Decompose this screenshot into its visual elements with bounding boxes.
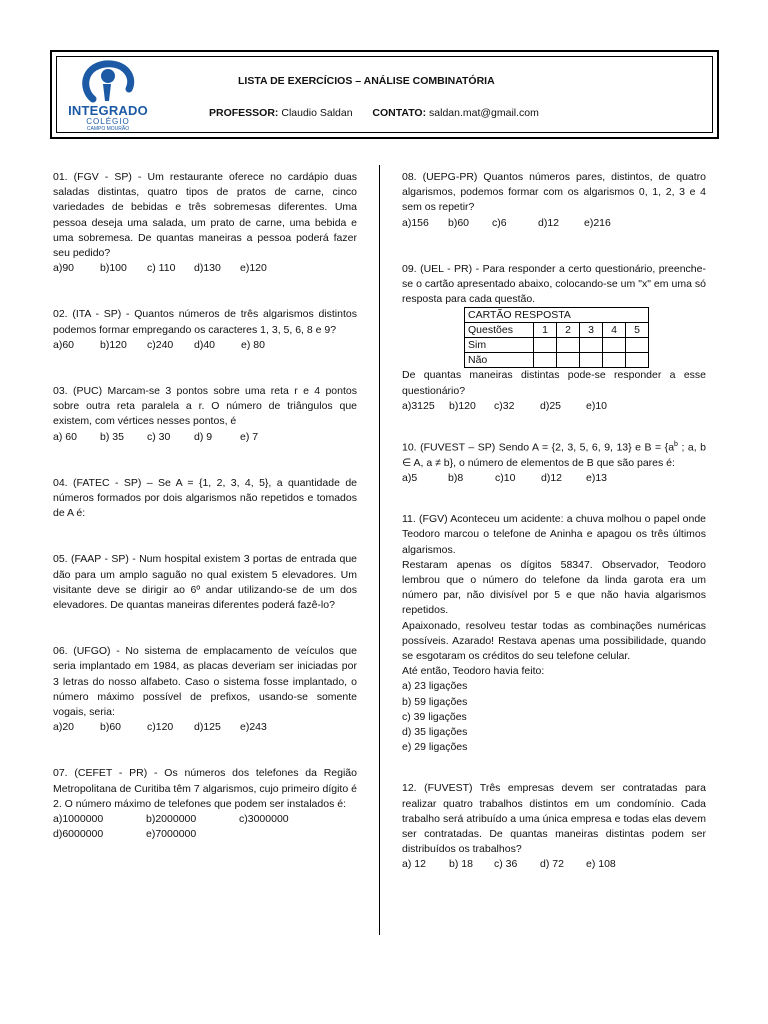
option: b)8 (448, 471, 464, 484)
logo-wordmark: INTEGRADO (68, 103, 148, 118)
option: e)7000000 (146, 828, 197, 841)
page-title: LISTA DE EXERCÍCIOS – ANÁLISE COMBINATÓRIA (238, 75, 495, 87)
professor-name: Claudio Saldan (281, 107, 353, 119)
question-text: 07. (CEFET - PR) - Os números dos telefones da Região Metropolitana de Curitiba têm 7 algarismos, cujo primeiro dígito é 2. O número máximo de telefones que podem ser instalados é: (53, 767, 357, 810)
option: a)156 (402, 216, 429, 229)
option: a)90 (53, 262, 75, 275)
option: b)120 (449, 399, 476, 412)
professor-line (209, 107, 539, 119)
answer-options (402, 399, 706, 414)
option: e)10 (586, 399, 608, 412)
card-cell (603, 338, 626, 353)
answer-options (402, 857, 706, 872)
question-11 (402, 512, 706, 755)
question-05 (53, 552, 357, 613)
option: c) 30 (147, 430, 171, 443)
question-followup: De quantas maneiras distintas pode-se responder a esse questionário? (402, 369, 706, 397)
option: e) 7 (240, 430, 259, 443)
option: b) 18 (449, 858, 473, 871)
option: b)100 (100, 262, 127, 275)
column-divider (379, 165, 380, 935)
question-text: Até então, Teodoro havia feito: (402, 665, 545, 678)
option: d)40 (194, 338, 216, 351)
question-text: 05. (FAAP - SP) - Num hospital existem 3 portas de entrada que dão para um amplo saguão no qual existem 5 elevadores. Um visitante deve se dirigir ao 6º andar utilizando-se de um dos elevadores. De quantas maneiras diferentes poderá fazê-lo? (53, 553, 357, 612)
option: d)12 (541, 471, 563, 484)
option: e)243 (240, 721, 267, 734)
card-cell (603, 353, 626, 368)
option: a)5 (402, 471, 418, 484)
question-text: 03. (PUC) Marcam-se 3 pontos sobre uma reta r e 4 pontos sobre outra reta paralela a r. O número de triângulos que existem, com vértices nesses pontos, é (53, 385, 357, 428)
answer-options (402, 471, 706, 486)
option: a) 12 (402, 858, 426, 871)
option: d) 9 (194, 430, 213, 443)
question-07 (53, 766, 357, 842)
contact-label: CONTATO: (372, 107, 427, 119)
option: c)10 (495, 471, 516, 484)
question-text: 01. (FGV - SP) - Um restaurante oferece no cardápio duas saladas distintas, quatro tipos de pratos de carne, cinco variedades de bebidas e três sobremesas diferentes. Uma pessoa deseja uma salada, um prato de carne, uma bebida e uma sobremesa. De quantas maneiras a pessoa poderá fazer seu pedido? (53, 171, 357, 260)
question-text: 09. (UEL - PR) - Para responder a certo questionário, preenche-se o cartão apresentado abaixo, colocando-se um "x" em uma só resposta para cada questão. (402, 262, 706, 306)
option: c)120 (147, 721, 174, 734)
option: a)20 (53, 721, 75, 734)
question-text-part: 10. (FUVEST – SP) Sendo A = {2, 3, 5, 6, 9, 13} e B = {a (402, 441, 675, 454)
card-row-label: Não (465, 353, 534, 368)
question-04 (53, 476, 357, 522)
option: c) 36 (494, 858, 518, 871)
option: b) 35 (100, 430, 124, 443)
answer-card-table (464, 307, 649, 368)
card-cell (534, 353, 557, 368)
option: c)32 (494, 399, 515, 412)
option: c) 110 (147, 262, 176, 275)
logo-emblem-icon (63, 59, 153, 105)
logo-subtitle: COLÉGIO (86, 117, 130, 126)
answer-options (53, 812, 357, 827)
right-column (402, 170, 706, 873)
option: d)25 (540, 399, 562, 412)
card-title: CARTÃO RESPOSTA (465, 308, 649, 323)
card-cell (534, 338, 557, 353)
option: b)60 (100, 721, 122, 734)
card-number: 5 (626, 323, 649, 338)
option: b)2000000 (146, 813, 197, 826)
header-inner-border (56, 56, 713, 133)
question-text-part: ; a, b ∈ A, a ≠ b}, o número de elementos de B que são pares é: (402, 441, 707, 469)
answer-options (402, 216, 706, 231)
option: d) 35 ligações (402, 725, 468, 738)
question-12 (402, 781, 706, 872)
option: d)6000000 (53, 828, 104, 841)
card-cell (580, 353, 603, 368)
card-number: 1 (534, 323, 557, 338)
question-08 (402, 170, 706, 231)
question-text (402, 437, 706, 471)
question-text: Apaixonado, resolveu testar todas as combinações numéricas possíveis. Azarado! Restava apenas uma possibilidade, quando se esgotaram os créditos do seu telefone celular. (402, 619, 706, 662)
question-02 (53, 307, 357, 353)
card-cell (626, 338, 649, 353)
option: a) 23 ligações (402, 680, 468, 693)
option: e) 80 (241, 338, 265, 351)
question-01 (53, 170, 357, 276)
card-header: Questões (465, 323, 534, 338)
option: a)3125 (402, 399, 435, 412)
question-text: 11. (FGV) Aconteceu um acidente: a chuva molhou o papel onde Teodoro marcou o telefone de Aninha e apagou os três últimos algarismos. (402, 513, 706, 556)
question-text: Restaram apenas os dígitos 58347. Observador, Teodoro lembrou que o número do telefone da linda garota era um número par, não divisível por 5 e que não havia algarismos repetidos. (402, 558, 706, 617)
card-number: 3 (580, 323, 603, 338)
question-text: 02. (ITA - SP) - Quantos números de três algarismos distintos podemos formar empregando os caracteres 1, 3, 5, 6, 8 e 9? (53, 308, 357, 336)
header-box (50, 50, 719, 139)
card-cell (557, 338, 580, 353)
answer-options (53, 430, 357, 445)
question-06 (53, 644, 357, 735)
question-text: 12. (FUVEST) Três empresas devem ser contratadas para realizar quatro trabalhos distintos em um condomínio. Cada trabalho será atribuído a uma única empresa e todas elas devem ser contratadas. De quantas maneiras distintas podem ser distribuídos os trabalhos? (402, 782, 706, 856)
option: e) 108 (586, 858, 616, 871)
left-column (53, 170, 357, 843)
card-cell (626, 353, 649, 368)
option: e)13 (586, 471, 608, 484)
answer-options (53, 338, 357, 353)
option: c)240 (147, 338, 174, 351)
answer-option-list (402, 679, 706, 755)
card-number: 2 (557, 323, 580, 338)
option: d)12 (538, 216, 560, 229)
logo-city: CAMPO MOURÃO (86, 126, 130, 132)
contact-email: saldan.mat@gmail.com (429, 107, 539, 119)
answer-options (53, 261, 357, 276)
option: e)120 (240, 262, 267, 275)
option: b)60 (448, 216, 470, 229)
question-09 (402, 262, 706, 414)
question-text: 04. (FATEC - SP) – Se A = {1, 2, 3, 4, 5}, a quantidade de números formados por dois algarismos não repetidos e tomados de A é: (53, 476, 357, 520)
card-number: 4 (603, 323, 626, 338)
question-text: 06. (UFGO) - No sistema de emplacamento de veículos que seria implantado em 1984, as placas deveriam ser iniciadas por 3 letras do nosso alfabeto. Caso o sistema fosse implantado, o número máximo possível de prefixos, usando-se somente vogais, seria: (53, 645, 357, 719)
answer-options (53, 720, 357, 735)
school-logo (63, 59, 153, 133)
question-10 (402, 437, 706, 486)
option: e) 29 ligações (402, 741, 468, 754)
option: d) 72 (540, 858, 564, 871)
card-row-label: Sim (465, 338, 534, 353)
option: d)130 (194, 262, 221, 275)
option: c) 39 ligações (402, 710, 467, 723)
option: b)120 (100, 338, 127, 351)
card-cell (557, 353, 580, 368)
option: d)125 (194, 721, 221, 734)
question-text: 08. (UEPG-PR) Quantos números pares, distintos, de quatro algarismos, podemos formar com os algarismos 0, 1, 2, 3 e 4 sem os repetir? (402, 171, 706, 214)
option: c)6 (492, 216, 507, 229)
exponent: b (674, 441, 678, 449)
professor-label: PROFESSOR: (209, 107, 279, 119)
option: a)1000000 (53, 813, 104, 826)
answer-options (53, 827, 357, 842)
option: a) 60 (53, 430, 77, 443)
question-03 (53, 384, 357, 445)
option: b) 59 ligações (402, 695, 468, 708)
card-cell (580, 338, 603, 353)
option: e)216 (584, 216, 611, 229)
option: c)3000000 (239, 813, 289, 826)
option: a)60 (53, 338, 75, 351)
